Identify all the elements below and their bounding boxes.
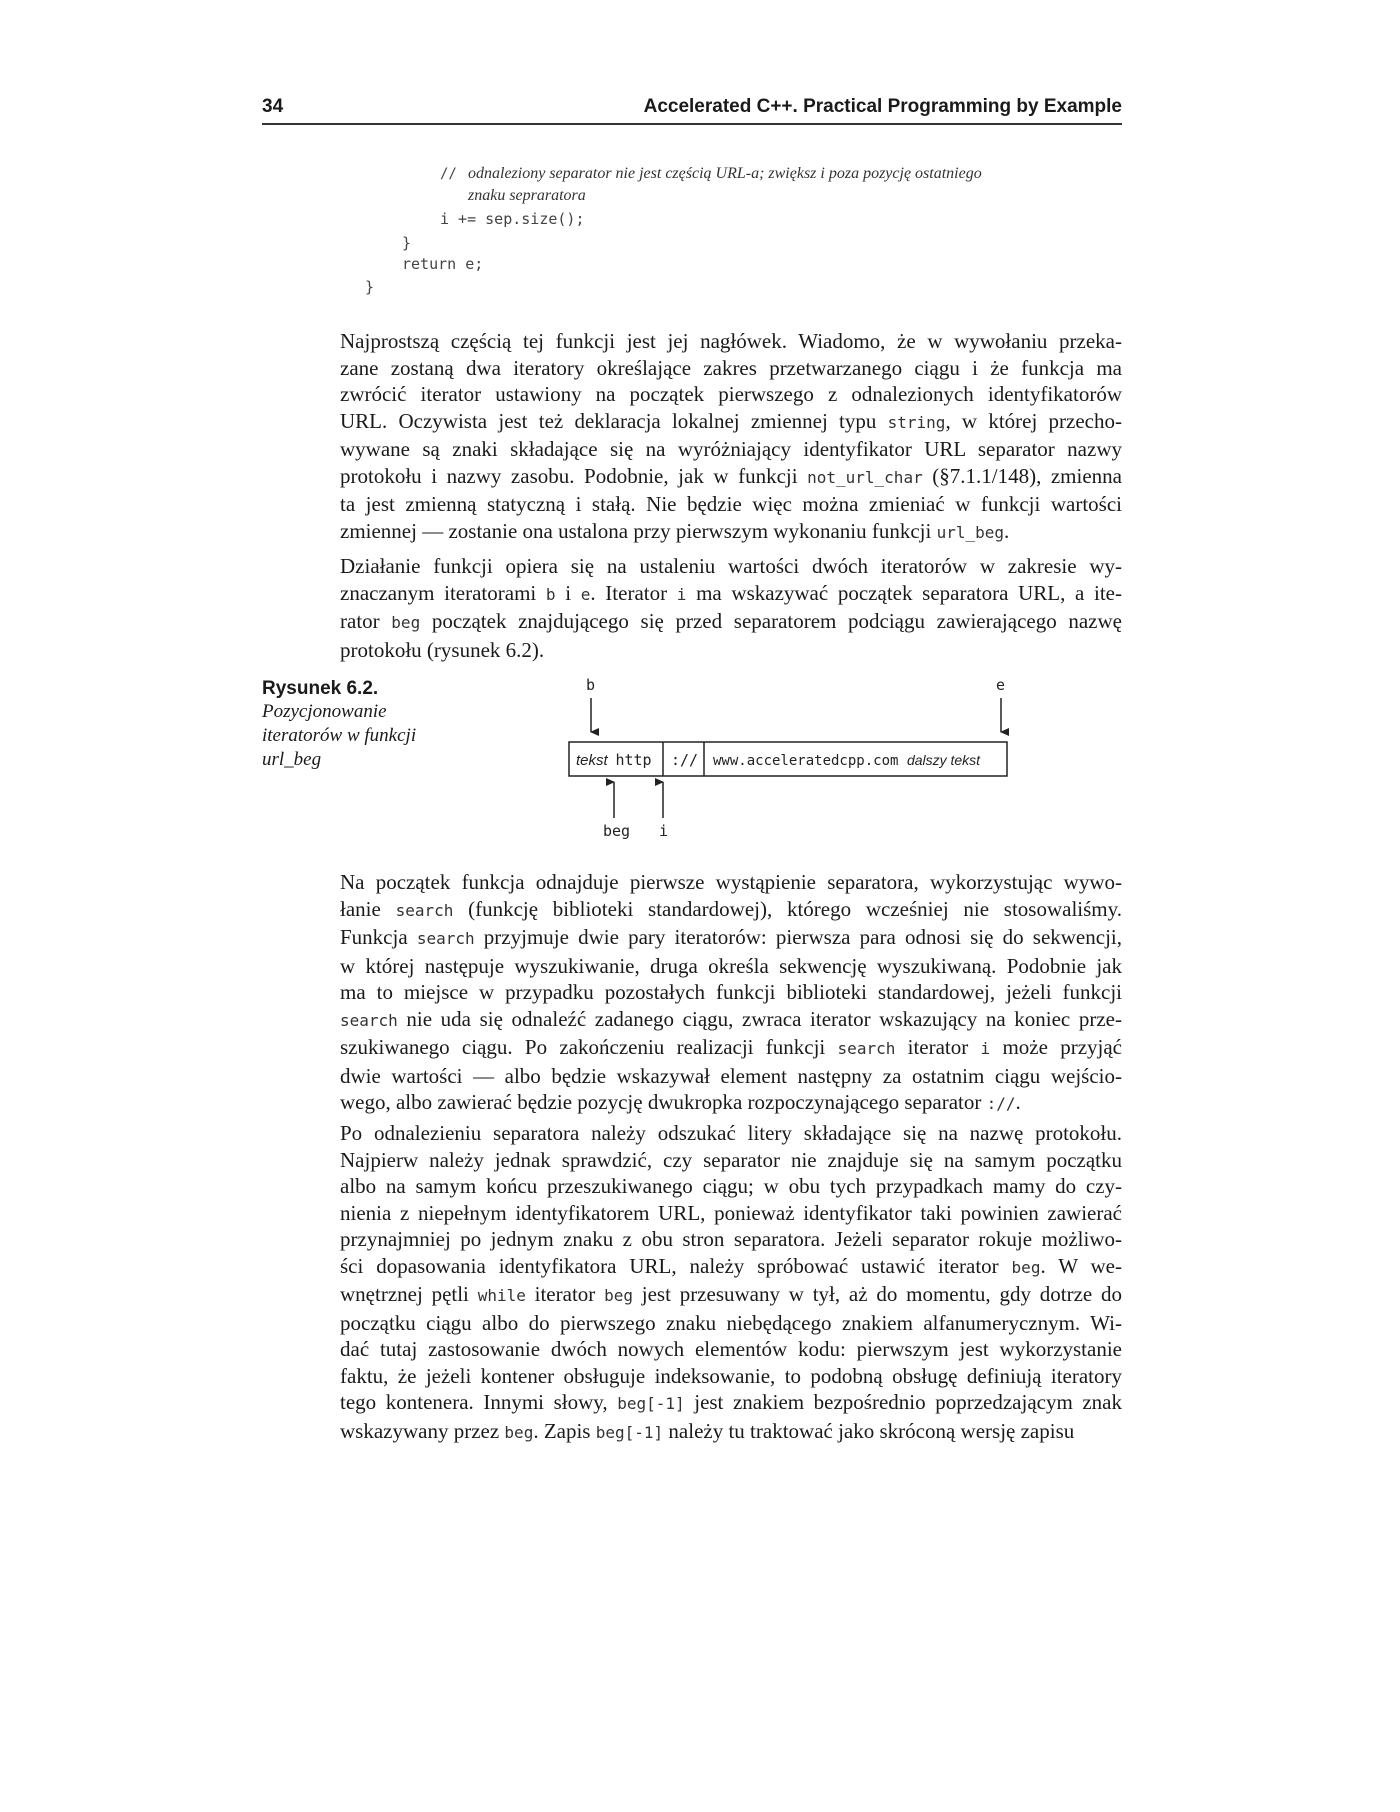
code-brace-inner: } [402,234,412,252]
text-run: wskazywany przez [340,1418,505,1443]
inline-code: beg [604,1286,633,1305]
text-run: Funkcja [340,925,417,949]
code-comment-line2: znaku sepraratora [468,187,586,204]
paragraph-iterators [340,553,1122,663]
text-run: . Iterator [590,580,677,605]
text-run: iterator [525,1282,605,1306]
text-run: ma wskazywać początek separatora URL, a ite- [686,580,1122,605]
header-rule [262,123,1122,125]
inline-code: beg [1011,1257,1041,1277]
text-line [340,553,1122,580]
text-line [340,1120,1122,1147]
code-comment-marker: // [440,166,457,182]
code-line-return: return e; [402,255,484,273]
text-run: wnętrznej pętli [340,1282,478,1306]
running-header [262,96,1122,126]
text-run: początek znajdującego się przed separatorem podciągu zawierającego nazwę [420,609,1122,633]
text-run: wego, albo zawierać będzie pozycję dwukropka rozpoczynającego separator [340,1090,987,1114]
text-run: Działanie funkcji opiera się na ustaleniu wartości dwóch iteratorów w zakresie wy- [340,554,1122,578]
text-run: może przyjąć [990,1035,1122,1059]
paragraph-search [340,869,1122,1118]
inline-code: search [395,900,454,920]
text-line [340,1226,1122,1253]
text-line [340,1089,1122,1118]
inline-code: i [980,1039,991,1058]
text-run: jest znakiem bezpośrednio poprzedzającym znak [684,1390,1123,1414]
text-line [340,1363,1122,1390]
text-run: zane zostaną dwa iteratory określające zakres przetwarzanego ciągu i że funkcja ma [340,355,1122,380]
label-i: i [659,822,669,840]
text-run: początku ciągu albo do pierwszego znaku niebędącego znakiem alfanumerycznym. Wi- [340,1310,1122,1335]
text-run: przynajmniej po jednym znaku z obu stron separatora. Jeżeli separator rokuje możliwo- [340,1227,1122,1251]
label-e: e [996,676,1006,694]
figure-caption [262,678,452,772]
text-line [340,491,1122,518]
inline-code: beg[-1] [595,1422,664,1442]
text-line [340,436,1122,463]
text-run: . Zapis [533,1418,596,1443]
paragraph-protocol [340,1120,1122,1446]
text-line [340,408,1122,437]
text-run: . [1004,518,1010,543]
text-run: jest przesuwany w tył, aż do momentu, gdy dotrze do [632,1282,1122,1306]
text-run: znaczanym iteratorami [340,580,546,605]
text-run: ści dopasowania identyfikatora URL, należy spróbować ustawić iterator [340,1253,1012,1278]
text-run: dwie wartości — albo będzie wskazywał element następny za ostatnim ciągu wejścio- [340,1063,1122,1088]
text-run: rator [340,609,392,633]
inline-code: search [416,929,475,948]
inline-code: while [477,1286,526,1305]
inline-code: e [580,584,591,604]
inline-code: i [676,584,687,604]
text-run: . W we- [1040,1253,1122,1278]
code-line-increment: i += sep.size(); [440,210,585,228]
inline-code: beg [504,1422,534,1442]
paragraph-function-header [340,328,1122,546]
text-run: Najpierw należy jednak sprawdzić, czy separator nie znajduje się na samym początku [340,1147,1122,1172]
text-line [340,518,1122,547]
text-line [340,1253,1122,1282]
inline-code: string [887,412,946,432]
text-line [340,1336,1122,1363]
inline-code: beg[-1] [617,1394,685,1413]
text-run: nie uda się odnaleźć zadanego ciągu, zwraca iterator wskazujący na koniec prze- [397,1006,1122,1031]
svg-text:www.acceleratedcpp.com d [713,752,981,769]
text-run: Na początek funkcja odnajduje pierwsze wystąpienie separatora, wykorzystując wywo- [340,870,1122,894]
text-run: dać tutaj zastosowanie dwóch nowych elementów kodu: pierwszym jest wykorzystanie [340,1337,1122,1361]
text-run: albo na samym końcu przeszukiwanego ciągu; w obu tych przypadkach mamy do czy- [340,1174,1122,1198]
text-line [340,1173,1122,1200]
text-run: (§7.1.1/148), zmienna [922,463,1122,488]
text-line [340,1063,1122,1090]
running-title: Accelerated C++. Practical Programming by Example [643,96,1122,117]
text-line [340,1281,1122,1310]
inline-code: search [340,1010,398,1030]
code-comment-line1: odnaleziony separator nie jest częścią URL-a; zwiększ i poza pozycję ostatniego [468,165,982,182]
figure-label: Rysunek 6.2. [262,678,379,699]
box-text-after: dalszy tekst [906,752,981,768]
text-run: i [555,580,581,605]
inline-code: url_beg [936,522,1005,542]
box-text-before: tekst [576,752,608,769]
box-url: www.acceleratedcpp.com [713,753,899,769]
text-line [340,608,1122,637]
text-line [340,1310,1122,1337]
text-line [340,463,1122,492]
text-line [340,381,1122,408]
label-beg: beg [603,822,631,840]
text-line [340,1006,1122,1035]
text-run: przyjmuje dwie pary iteratorów: pierwsza para odnosi się do sekwencji, [474,925,1122,949]
text-run: . [1015,1090,1021,1114]
box-protocol: http [615,751,652,769]
text-run: , w której przecho- [945,408,1122,433]
inline-code: b [545,584,556,604]
text-run: szukiwanego ciągu. Po zakończeniu realizacji funkcji [340,1035,838,1059]
box-separator: :// [671,751,699,769]
page-number: 34 [262,96,284,117]
text-line [340,896,1122,925]
figure-caption-line: Pozycjonowanie [262,701,387,722]
text-line [340,924,1122,953]
text-run: wywane są znaki składające się na wyróżniający identyfikator URL separator nazwy [340,437,1122,461]
text-run: należy tu traktować jako skróconą wersję zapisu [663,1418,1075,1443]
text-run: URL. Oczywista jest też deklaracja lokalnej zmiennej typu [340,408,888,433]
text-run: iterator [895,1035,981,1059]
text-run: w której następuje wyszukiwanie, druga określa sekwencję wyszukiwaną. Podobnie jak [340,953,1122,978]
figure-caption-line: iteratorów w funkcji [262,725,417,746]
text-line [340,1418,1122,1447]
iterator-diagram [560,670,1020,840]
text-line [340,1200,1122,1227]
label-b: b [586,676,596,694]
inline-code: search [837,1039,896,1058]
text-line [340,1389,1122,1418]
text-line [340,1034,1122,1063]
inline-code: beg [391,613,421,632]
text-run: zmiennej — zostanie ona ustalona przy pierwszym wykonaniu funkcji [340,518,937,543]
text-run: łanie [340,896,396,921]
text-run: protokołu (rysunek 6.2). [340,637,545,662]
text-line [340,637,1122,664]
text-run: protokołu i nazwy zasobu. Podobnie, jak w funkcji [340,463,808,488]
text-line [340,869,1122,896]
text-run: tego kontenera. Innymi słowy, [340,1390,618,1414]
text-line [340,979,1122,1006]
text-run: (funkcję biblioteki standardowej), którego wcześniej nie stosowaliśmy. [453,896,1123,921]
code-brace-outer: } [365,278,375,296]
text-line [340,580,1122,609]
text-run: Po odnalezieniu separatora należy odszukać litery składające się na nazwę protokołu. [340,1121,1122,1145]
inline-code: :// [986,1094,1016,1113]
inline-code: not_url_char [807,467,923,487]
text-line [340,1147,1122,1174]
text-line [340,355,1122,382]
text-run: zwrócić iterator ustawiony na początek pierwszego z odnalezionych identyfikatorów [340,382,1122,406]
text-run: nienia z niepełnym identyfikatorem URL, ponieważ identyfikator taki powinien zawierać [340,1200,1122,1225]
text-run: faktu, że jeżeli kontener obsługuje indeksowanie, to podobną obsługę definiują iteratory [340,1363,1122,1388]
text-line [340,328,1122,355]
text-run: ta jest zmienną statyczną i stałą. Nie będzie więc można zmieniać w funkcji wartości [340,492,1122,516]
text-line [340,953,1122,980]
figure-caption-line: url_beg [262,749,322,770]
text-run: ma to miejsce w przypadku pozostałych funkcji biblioteki standardowej, jeżeli funkcji [340,980,1122,1004]
text-run: Najprostszą częścią tej funkcji jest jej nagłówek. Wiadomo, że w wywołaniu przeka- [340,329,1122,353]
